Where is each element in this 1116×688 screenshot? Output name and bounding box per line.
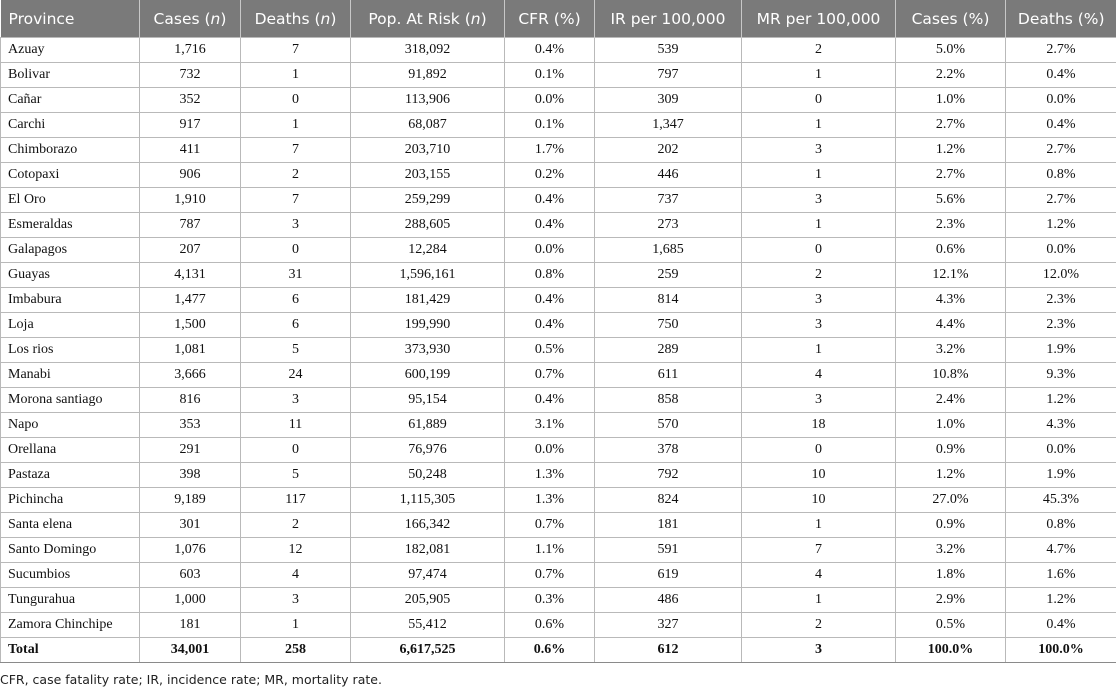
table-cell: 2 bbox=[742, 263, 896, 288]
table-cell: 0.4% bbox=[1006, 63, 1116, 88]
table-cell: 45.3% bbox=[1006, 488, 1116, 513]
table-cell: 0.3% bbox=[505, 588, 595, 613]
table-cell: 917 bbox=[140, 113, 241, 138]
table-cell: 0.7% bbox=[505, 363, 595, 388]
table-cell: 4,131 bbox=[140, 263, 241, 288]
column-header bbox=[1, 0, 140, 38]
table-row bbox=[1, 588, 1116, 613]
table-cell: 113,906 bbox=[351, 88, 505, 113]
table-cell: 3 bbox=[241, 388, 351, 413]
table-cell: 117 bbox=[241, 488, 351, 513]
table-cell: 2.3% bbox=[896, 213, 1006, 238]
column-header-unit: n bbox=[210, 9, 221, 28]
table-cell: 5 bbox=[241, 338, 351, 363]
column-header-unit: n bbox=[320, 9, 331, 28]
table-cell: 6 bbox=[241, 288, 351, 313]
total-cell: 3 bbox=[742, 638, 896, 663]
column-header-label: MR per 100,000 bbox=[756, 9, 881, 28]
table-cell: 3 bbox=[742, 188, 896, 213]
table-cell: 1.0% bbox=[896, 88, 1006, 113]
table-cell: 1,115,305 bbox=[351, 488, 505, 513]
column-header bbox=[896, 0, 1006, 38]
column-header bbox=[1006, 0, 1116, 38]
table-cell: 76,976 bbox=[351, 438, 505, 463]
table-body bbox=[1, 38, 1116, 663]
table-cell: 0.5% bbox=[505, 338, 595, 363]
table-row bbox=[1, 213, 1116, 238]
table-cell: 181 bbox=[140, 613, 241, 638]
table-cell: 816 bbox=[140, 388, 241, 413]
table-cell: 619 bbox=[595, 563, 742, 588]
table-cell: 0.4% bbox=[505, 288, 595, 313]
table-row bbox=[1, 363, 1116, 388]
table-cell: 205,905 bbox=[351, 588, 505, 613]
column-header: Pop. At Risk (n) bbox=[351, 0, 505, 38]
table-cell: 0 bbox=[742, 438, 896, 463]
table-row bbox=[1, 413, 1116, 438]
table-cell: 570 bbox=[595, 413, 742, 438]
column-header-label: Province bbox=[8, 9, 75, 28]
table-cell: 5 bbox=[241, 463, 351, 488]
table-cell: 289 bbox=[595, 338, 742, 363]
table-cell: 1.2% bbox=[1006, 588, 1116, 613]
table-cell: 1,910 bbox=[140, 188, 241, 213]
column-header: Cases (n) bbox=[140, 0, 241, 38]
total-label-cell: Total bbox=[1, 638, 140, 663]
province-name-cell: Napo bbox=[1, 413, 140, 438]
table-cell: 9,189 bbox=[140, 488, 241, 513]
table-row bbox=[1, 63, 1116, 88]
table-cell: 611 bbox=[595, 363, 742, 388]
column-header: Deaths (n) bbox=[241, 0, 351, 38]
column-header-label: Deaths bbox=[254, 9, 310, 28]
table-cell: 1.2% bbox=[896, 463, 1006, 488]
table-row bbox=[1, 138, 1116, 163]
table-cell: 27.0% bbox=[896, 488, 1006, 513]
table-cell: 1.8% bbox=[896, 563, 1006, 588]
table-cell: 603 bbox=[140, 563, 241, 588]
table-cell: 301 bbox=[140, 513, 241, 538]
table-row bbox=[1, 238, 1116, 263]
table-cell: 792 bbox=[595, 463, 742, 488]
table-row bbox=[1, 38, 1116, 63]
table-cell: 1 bbox=[742, 338, 896, 363]
table-cell: 1 bbox=[742, 213, 896, 238]
table-cell: 2 bbox=[241, 163, 351, 188]
table-cell: 0.5% bbox=[896, 613, 1006, 638]
table-cell: 1,500 bbox=[140, 313, 241, 338]
table-cell: 1,076 bbox=[140, 538, 241, 563]
table-cell: 97,474 bbox=[351, 563, 505, 588]
table-cell: 182,081 bbox=[351, 538, 505, 563]
column-header-label: IR per 100,000 bbox=[610, 9, 726, 28]
table-cell: 0.1% bbox=[505, 113, 595, 138]
table-cell: 750 bbox=[595, 313, 742, 338]
province-name-cell: Loja bbox=[1, 313, 140, 338]
table-cell: 181 bbox=[595, 513, 742, 538]
table-cell: 68,087 bbox=[351, 113, 505, 138]
table-row bbox=[1, 263, 1116, 288]
table-cell: 0.4% bbox=[505, 213, 595, 238]
table-cell: 0.4% bbox=[505, 188, 595, 213]
table-cell: 2.4% bbox=[896, 388, 1006, 413]
table-cell: 1,081 bbox=[140, 338, 241, 363]
table-cell: 1,596,161 bbox=[351, 263, 505, 288]
table-cell: 0.7% bbox=[505, 513, 595, 538]
table-cell: 2 bbox=[241, 513, 351, 538]
table-cell: 3 bbox=[742, 388, 896, 413]
table-cell: 732 bbox=[140, 63, 241, 88]
table-cell: 3 bbox=[742, 288, 896, 313]
province-name-cell: Santo Domingo bbox=[1, 538, 140, 563]
province-name-cell: Pichincha bbox=[1, 488, 140, 513]
column-header-label: Deaths (%) bbox=[1017, 9, 1105, 28]
province-name-cell: Orellana bbox=[1, 438, 140, 463]
table-cell: 353 bbox=[140, 413, 241, 438]
province-name-cell: Guayas bbox=[1, 263, 140, 288]
table-cell: 327 bbox=[595, 613, 742, 638]
table-cell: 309 bbox=[595, 88, 742, 113]
table-cell: 0.0% bbox=[1006, 88, 1116, 113]
province-name-cell: Sucumbios bbox=[1, 563, 140, 588]
table-cell: 3.1% bbox=[505, 413, 595, 438]
table-row bbox=[1, 388, 1116, 413]
table-cell: 273 bbox=[595, 213, 742, 238]
table-cell: 352 bbox=[140, 88, 241, 113]
table-cell: 0 bbox=[241, 88, 351, 113]
table-cell: 7 bbox=[241, 138, 351, 163]
table-cell: 199,990 bbox=[351, 313, 505, 338]
table-cell: 600,199 bbox=[351, 363, 505, 388]
table-cell: 1.0% bbox=[896, 413, 1006, 438]
table-cell: 2.7% bbox=[1006, 138, 1116, 163]
table-row bbox=[1, 563, 1116, 588]
table-cell: 4.3% bbox=[896, 288, 1006, 313]
table-cell: 0 bbox=[241, 238, 351, 263]
total-cell: 0.6% bbox=[505, 638, 595, 663]
table-cell: 12.1% bbox=[896, 263, 1006, 288]
province-name-cell: Bolivar bbox=[1, 63, 140, 88]
table-cell: 1 bbox=[241, 113, 351, 138]
table-cell: 0.8% bbox=[505, 263, 595, 288]
table-row bbox=[1, 438, 1116, 463]
table-row bbox=[1, 513, 1116, 538]
province-name-cell: Galapagos bbox=[1, 238, 140, 263]
table-cell: 3 bbox=[241, 213, 351, 238]
table-cell: 0.6% bbox=[505, 613, 595, 638]
table-cell: 1.7% bbox=[505, 138, 595, 163]
table-cell: 486 bbox=[595, 588, 742, 613]
table-cell: 0.0% bbox=[505, 88, 595, 113]
table-cell: 3,666 bbox=[140, 363, 241, 388]
table-cell: 378 bbox=[595, 438, 742, 463]
table-cell: 1.2% bbox=[896, 138, 1006, 163]
table-cell: 737 bbox=[595, 188, 742, 213]
table-cell: 0 bbox=[742, 88, 896, 113]
table-cell: 1 bbox=[742, 113, 896, 138]
table-cell: 207 bbox=[140, 238, 241, 263]
column-header bbox=[505, 0, 595, 38]
table-cell: 12.0% bbox=[1006, 263, 1116, 288]
table-cell: 1,000 bbox=[140, 588, 241, 613]
table-row bbox=[1, 163, 1116, 188]
table-row bbox=[1, 288, 1116, 313]
total-cell: 612 bbox=[595, 638, 742, 663]
table-cell: 0.0% bbox=[505, 438, 595, 463]
column-header-unit: n bbox=[470, 9, 481, 28]
table-cell: 0.8% bbox=[1006, 163, 1116, 188]
table-cell: 5.0% bbox=[896, 38, 1006, 63]
province-name-cell: Los rios bbox=[1, 338, 140, 363]
table-cell: 0.2% bbox=[505, 163, 595, 188]
table-cell: 1.3% bbox=[505, 463, 595, 488]
table-cell: 2.7% bbox=[1006, 188, 1116, 213]
table-cell: 411 bbox=[140, 138, 241, 163]
table-cell: 2.7% bbox=[896, 163, 1006, 188]
total-cell: 100.0% bbox=[896, 638, 1006, 663]
table-row bbox=[1, 613, 1116, 638]
table-cell: 5.6% bbox=[896, 188, 1006, 213]
table-row bbox=[1, 538, 1116, 563]
table-cell: 0.4% bbox=[505, 388, 595, 413]
table-cell: 4 bbox=[742, 363, 896, 388]
table-cell: 2.3% bbox=[1006, 288, 1116, 313]
table-cell: 12,284 bbox=[351, 238, 505, 263]
province-name-cell: El Oro bbox=[1, 188, 140, 213]
table-cell: 203,155 bbox=[351, 163, 505, 188]
province-name-cell: Pastaza bbox=[1, 463, 140, 488]
table-cell: 202 bbox=[595, 138, 742, 163]
table-cell: 4.7% bbox=[1006, 538, 1116, 563]
table-cell: 0.9% bbox=[896, 513, 1006, 538]
table-row bbox=[1, 338, 1116, 363]
table-cell: 539 bbox=[595, 38, 742, 63]
table-cell: 3 bbox=[241, 588, 351, 613]
table-cell: 1.9% bbox=[1006, 338, 1116, 363]
table-cell: 0.0% bbox=[1006, 438, 1116, 463]
table-cell: 7 bbox=[742, 538, 896, 563]
table-cell: 259 bbox=[595, 263, 742, 288]
column-header-label: CFR (%) bbox=[518, 9, 581, 28]
table-cell: 3 bbox=[742, 138, 896, 163]
table-cell: 1.1% bbox=[505, 538, 595, 563]
table-cell: 0.9% bbox=[896, 438, 1006, 463]
province-name-cell: Morona santiago bbox=[1, 388, 140, 413]
table-cell: 787 bbox=[140, 213, 241, 238]
province-name-cell: Manabi bbox=[1, 363, 140, 388]
table-cell: 11 bbox=[241, 413, 351, 438]
table-cell: 55,412 bbox=[351, 613, 505, 638]
table-cell: 1.3% bbox=[505, 488, 595, 513]
table-cell: 181,429 bbox=[351, 288, 505, 313]
table-cell: 446 bbox=[595, 163, 742, 188]
table-cell: 1 bbox=[742, 163, 896, 188]
column-header bbox=[595, 0, 742, 38]
table-cell: 50,248 bbox=[351, 463, 505, 488]
table-footnote: CFR, case fatality rate; IR, incidence rate; MR, mortality rate. bbox=[0, 672, 382, 687]
table-cell: 4.3% bbox=[1006, 413, 1116, 438]
table-cell: 1,477 bbox=[140, 288, 241, 313]
table-cell: 0.4% bbox=[1006, 113, 1116, 138]
table-cell: 18 bbox=[742, 413, 896, 438]
table-cell: 288,605 bbox=[351, 213, 505, 238]
table-row bbox=[1, 313, 1116, 338]
table-cell: 61,889 bbox=[351, 413, 505, 438]
table-cell: 3.2% bbox=[896, 338, 1006, 363]
table-cell: 10 bbox=[742, 488, 896, 513]
table-cell: 203,710 bbox=[351, 138, 505, 163]
table-cell: 1 bbox=[742, 513, 896, 538]
table-cell: 0.4% bbox=[505, 38, 595, 63]
table-cell: 2.3% bbox=[1006, 313, 1116, 338]
table-cell: 1.6% bbox=[1006, 563, 1116, 588]
table-cell: 1,347 bbox=[595, 113, 742, 138]
table-row bbox=[1, 188, 1116, 213]
table-cell: 31 bbox=[241, 263, 351, 288]
province-name-cell: Imbabura bbox=[1, 288, 140, 313]
table-cell: 906 bbox=[140, 163, 241, 188]
table-cell: 0 bbox=[241, 438, 351, 463]
table-cell: 373,930 bbox=[351, 338, 505, 363]
table-cell: 4 bbox=[241, 563, 351, 588]
province-name-cell: Azuay bbox=[1, 38, 140, 63]
table-cell: 2.7% bbox=[1006, 38, 1116, 63]
total-cell: 258 bbox=[241, 638, 351, 663]
table-cell: 318,092 bbox=[351, 38, 505, 63]
table-cell: 1,685 bbox=[595, 238, 742, 263]
table-cell: 2 bbox=[742, 613, 896, 638]
table-cell: 1 bbox=[241, 613, 351, 638]
table-cell: 797 bbox=[595, 63, 742, 88]
table-cell: 0.4% bbox=[1006, 613, 1116, 638]
province-name-cell: Cañar bbox=[1, 88, 140, 113]
province-name-cell: Carchi bbox=[1, 113, 140, 138]
table-cell: 4 bbox=[742, 563, 896, 588]
table-cell: 91,892 bbox=[351, 63, 505, 88]
table-cell: 4.4% bbox=[896, 313, 1006, 338]
table-cell: 10 bbox=[742, 463, 896, 488]
province-name-cell: Tungurahua bbox=[1, 588, 140, 613]
table-cell: 1.2% bbox=[1006, 388, 1116, 413]
total-cell: 6,617,525 bbox=[351, 638, 505, 663]
table-cell: 3.2% bbox=[896, 538, 1006, 563]
table-cell: 1,716 bbox=[140, 38, 241, 63]
table-cell: 2.7% bbox=[896, 113, 1006, 138]
table-cell: 824 bbox=[595, 488, 742, 513]
table-cell: 2.9% bbox=[896, 588, 1006, 613]
table-cell: 1 bbox=[742, 63, 896, 88]
table-row bbox=[1, 113, 1116, 138]
table-cell: 6 bbox=[241, 313, 351, 338]
table-cell: 95,154 bbox=[351, 388, 505, 413]
table-cell: 7 bbox=[241, 38, 351, 63]
table-cell: 1 bbox=[742, 588, 896, 613]
table-cell: 0.0% bbox=[505, 238, 595, 263]
column-header bbox=[742, 0, 896, 38]
table-row bbox=[1, 488, 1116, 513]
table-row bbox=[1, 88, 1116, 113]
table-cell: 0.4% bbox=[505, 313, 595, 338]
province-name-cell: Zamora Chinchipe bbox=[1, 613, 140, 638]
table-header bbox=[1, 0, 1116, 38]
table-cell: 1 bbox=[241, 63, 351, 88]
table-cell: 814 bbox=[595, 288, 742, 313]
province-name-cell: Esmeraldas bbox=[1, 213, 140, 238]
column-header-label: Cases bbox=[153, 9, 200, 28]
table-cell: 10.8% bbox=[896, 363, 1006, 388]
table-cell: 3 bbox=[742, 313, 896, 338]
column-header-label: Pop. At Risk bbox=[368, 9, 460, 28]
table-cell: 166,342 bbox=[351, 513, 505, 538]
table-cell: 398 bbox=[140, 463, 241, 488]
table-cell: 0.8% bbox=[1006, 513, 1116, 538]
table-cell: 259,299 bbox=[351, 188, 505, 213]
table-cell: 591 bbox=[595, 538, 742, 563]
column-header-label: Cases (%) bbox=[911, 9, 990, 28]
table-cell: 2.2% bbox=[896, 63, 1006, 88]
province-name-cell: Chimborazo bbox=[1, 138, 140, 163]
table-cell: 291 bbox=[140, 438, 241, 463]
table-cell: 0.6% bbox=[896, 238, 1006, 263]
table-cell: 1.9% bbox=[1006, 463, 1116, 488]
table-cell: 1.2% bbox=[1006, 213, 1116, 238]
province-name-cell: Santa elena bbox=[1, 513, 140, 538]
total-cell: 34,001 bbox=[140, 638, 241, 663]
table-cell: 9.3% bbox=[1006, 363, 1116, 388]
table-cell: 0.0% bbox=[1006, 238, 1116, 263]
table-cell: 0.7% bbox=[505, 563, 595, 588]
table-row bbox=[1, 463, 1116, 488]
table-cell: 858 bbox=[595, 388, 742, 413]
province-name-cell: Cotopaxi bbox=[1, 163, 140, 188]
table-cell: 12 bbox=[241, 538, 351, 563]
header-row bbox=[1, 0, 1116, 38]
total-cell: 100.0% bbox=[1006, 638, 1116, 663]
table-cell: 7 bbox=[241, 188, 351, 213]
total-row bbox=[1, 638, 1116, 663]
table-cell: 24 bbox=[241, 363, 351, 388]
table-cell: 2 bbox=[742, 38, 896, 63]
table-cell: 0.1% bbox=[505, 63, 595, 88]
table-cell: 0 bbox=[742, 238, 896, 263]
